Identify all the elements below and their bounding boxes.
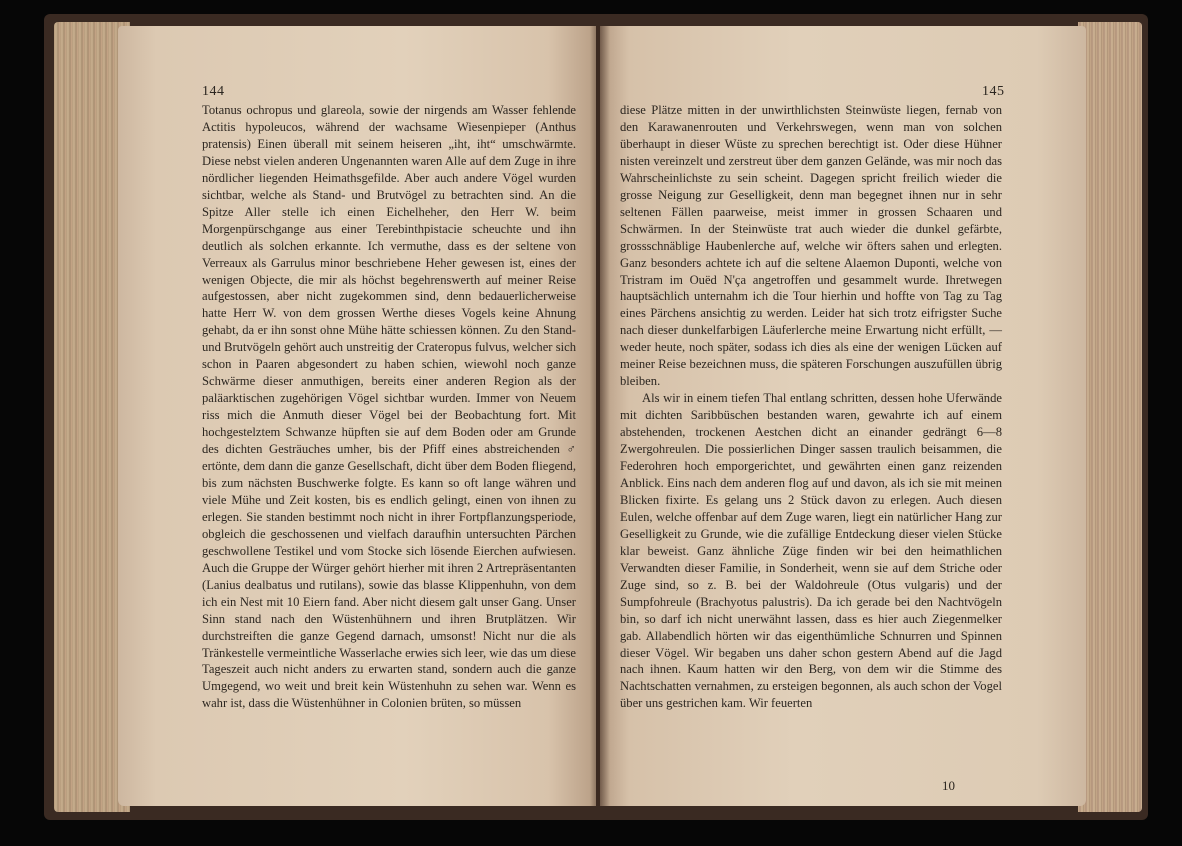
paragraph: diese Plätze mitten in der unwirthlichsten Steinwüste liegen, fernab von den Karawanenrouten und Verkehrswegen, wenn man von solchen überhaupt in dieser Wüste zu sprechen berechtigt ist. Oder diese Hühner nisten vereinzelt und zerstreut über dem ganzen Gelände, was mir noch das Wahrscheinlichste zu sein scheint. Dagegen spricht freilich wieder die grosse Neigung zur Geselligkeit, denn man begegnet ihnen nur in sehr seltenen Fällen paarweise, meist immer in grossen Schaaren und Schwärmen. In der Steinwüste trat auch wieder die dunkel gefärbte, grossschnäblige Haubenlerche auf, welche wir öfters sahen und erlegten. Ganz besonders achtete ich auf die seltene Alaemon Duponti, welche von Tristram im Ouëd N'ça angetroffen und gesammelt wurde. Ihretwegen hauptsächlich unternahm ich die Tour hierhin und hoffte von Tag zu Tag eines Pärchens ansichtig zu werden. Leider hat sich trotz eifrigster Suche nach dieser dunkelfarbigen Läuferlerche meine Erwartung nicht erfüllt, — weder heute, noch später, sodass ich dies als eine der wenigen Lücken auf meiner Reise bezeichnen muss, die späteren Forschungen auszufüllen übrig bleiben. (620, 103, 1002, 389)
page-edges-right (1078, 22, 1142, 812)
book-gutter (590, 26, 610, 806)
page-number-left: 144 (202, 84, 225, 99)
page-number-right: 145 (982, 84, 1005, 99)
paragraph: Totanus ochropus und glareola, sowie der nirgends am Wasser fehlende Actitis hypoleucos, während der wachsame Wiesenpieper (Anthus pratensis) Einen überall mit seinem heiseren „iht, iht“ umschwärmte. Diese nebst vielen anderen Ungenannten waren Alle auf dem Zuge in ihre nördlicher liegenden Heimathsgefilde. Aber auch andere Vögel wurden sichtbar, welche als Stand- und Brutvögel zu betrachten sind. An die Spitze Aller stelle ich einen Eichelheher, den Herr W. beim Morgenpürschgange aus einer Terebinthpistacie scheuchte und ihn deutlich als solchen erkannte. Ich vermuthe, dass es der seltene von Verreaux als Garrulus minor beschriebene Heher gewesen ist, eines der wenigen Objecte, die mir als höchst begehrenswerth auf meiner Reise aufgestossen, aber nicht zugekommen sind, denn bedauerlicherweise hatte Herr W. von dem grossen Werthe dieses Vogels keine Ahnung gehabt, da er ihn sonst ohne Mühe hätte schiessen können. Zu den Stand- und Brutvögeln gehört auch unstreitig der Crateropus fulvus, welcher sich schon in Paaren abgesondert zu haben schien, wiewohl noch ganze Schwärme dieser anmuthigen, bereits einer anderen Region als der paläarktischen zugehörigen Vögel sichtbar wurden. Immer von Neuem riss mich die Anmuth dieser Vögel bei der Beobachtung fort. Mit hochgestelztem Schwanze hüpften sie auf dem Boden oder am Grunde des dichten Gesträuches umher, bis der Pfiff eines abstreichenden ♂ ertönte, dem dann die ganze Gesellschaft, dicht über dem Boden fliegend, bis zum nächsten Buschwerke folgte. Es kann so oft lange währen und viele Mühe und Zeit kosten, bis es endlich gelingt, einen von ihnen zu erlegen. Sie standen bestimmt noch nicht in ihrer Fortpflanzungsperiode, obgleich die geschossenen und vielfach daraufhin untersuchten Pärchen geschwollene Testikel und vom Stocke sich lösende Eierchen aufwiesen. Auch die Gruppe der Würger gehört hierher mit ihren 2 Artrepräsentanten (Lanius dealbatus und rutilans), sowie das blasse Klippenhuhn, von dem ich ein Nest mit 10 Eiern fand. Aber nicht diesem galt unser Gang. Unser Sinn stand nach den Wüstenhühnern und ihren Brutplätzen. Wir durchstreiften die ganze Gegend darnach, umsonst! Nicht nur die als Tränkestelle vermeintliche Wasserlache erwies sich leer, wie das um diese Tageszeit auch nicht anders zu erwarten stand, sondern auch die ganze Umgegend, wo weit und breit kein Wüstenhuhn zu sehen war. Wenn es wahr ist, dass die Wüstenhühner in Colonien brüten, so müssen (202, 103, 576, 711)
right-page (600, 26, 1086, 806)
left-page (118, 26, 596, 806)
paragraph: Als wir in einem tiefen Thal entlang schritten, dessen hohe Uferwände mit dichten Saribbüschen bestanden waren, gewahrte ich auf einem abstehenden, trockenen Aestchen dicht an einander gedrängt 6—8 Zwergohreulen. Die possierlichen Dinger sassen traulich beisammen, die Federohren hoch emporgerichtet, und gewährten einen ganz reizenden Anblick. Eins nach dem anderen flog auf und davon, als ich sie mit meinen Blicken fixirte. Es gelang uns 2 Stück davon zu erlegen. Auch diesen Eulen, welche offenbar auf dem Zuge waren, liegt ein natürlicher Hang zur Geselligkeit zu Grunde, wie die zufällige Entdeckung dieser vielen Stücke klar beweist. Ganz ähnliche Züge finden wir bei den heimathlichen Verwandten dieser Familie, in Sonderheit, wenn sie auf dem Striche oder Zuge sind, so z. B. bei der Waldohreule (Otus vulgaris) und der Sumpfohreule (Brachyotus palustris). Da ich gerade bei den Nachtvögeln bin, so darf ich nicht unerwähnt lassen, dass es hier auch Ziegenmelker gab. Allabendlich hörten wir das eigenthümliche Schnurren und Spinnen dieser Vögel. Wir begaben uns daher schon gestern Abend auf die Jagd nach ihnen. Kaum hatten wir den Berg, von dem wir die Stimme des Nachtschatten vernahmen, zu ersteigen begonnen, als auch schon der Vogel über uns gestrichen kam. Wir feuerten (620, 391, 1002, 711)
signature-mark: 10 (942, 778, 955, 793)
left-page-text (202, 102, 576, 712)
right-page-text (620, 102, 1002, 712)
